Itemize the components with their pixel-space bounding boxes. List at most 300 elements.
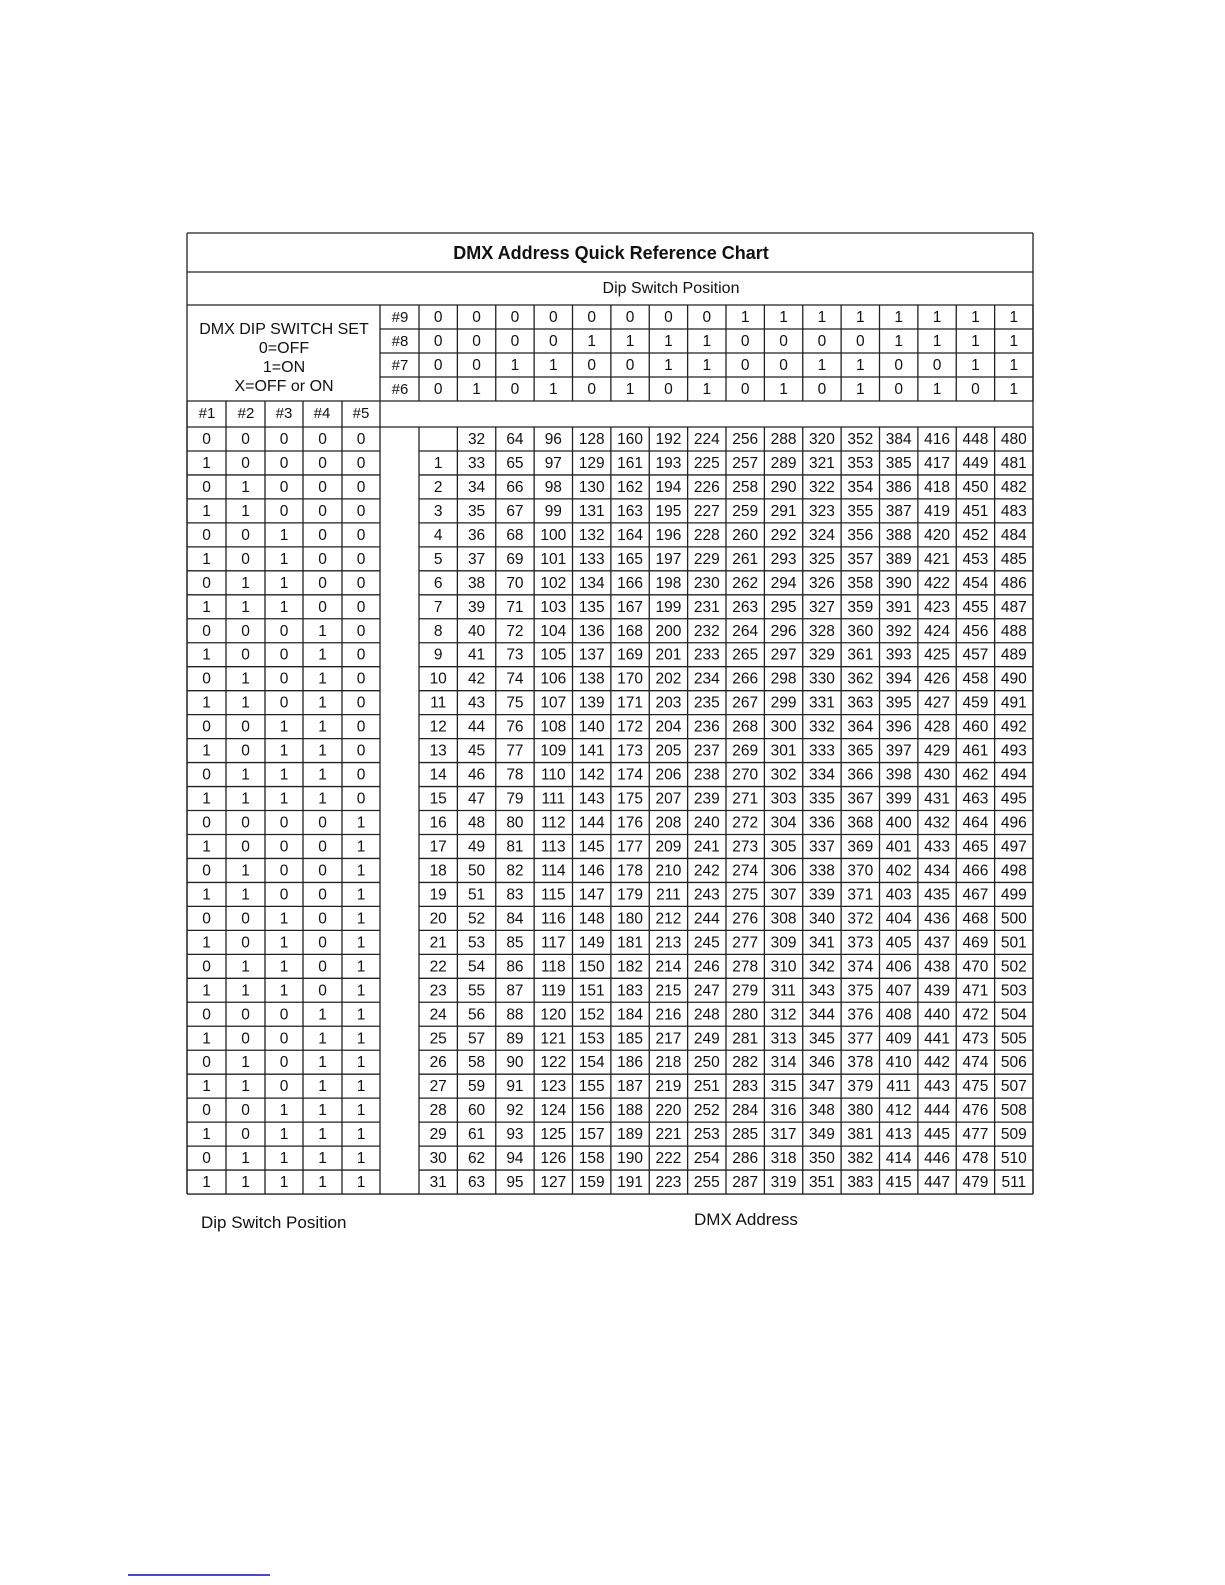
dip-cell: 1 [318, 718, 327, 736]
legend-line: X=OFF or ON [234, 378, 334, 395]
address-cell: 189 [617, 1126, 643, 1144]
address-cell: 79 [506, 790, 524, 808]
address-cell: 218 [655, 1054, 682, 1072]
address-cell: 340 [809, 910, 835, 928]
dip-cell: 0 [279, 1054, 289, 1072]
address-cell: 320 [809, 431, 835, 448]
address-cell: 479 [962, 1174, 989, 1192]
dip-cell: 0 [318, 886, 327, 904]
address-cell: 135 [578, 598, 605, 616]
address-cell: 274 [732, 862, 759, 880]
address-cell: 459 [962, 694, 989, 712]
dip-cell: 1 [356, 958, 366, 976]
dip-cell: 0 [318, 910, 327, 928]
address-cell: 504 [1000, 1006, 1027, 1024]
address-cell: 241 [693, 838, 720, 856]
address-cell: 257 [732, 454, 759, 472]
dip-cell: 1 [318, 1126, 327, 1144]
dip-cell: 0 [356, 670, 366, 688]
address-cell: 348 [809, 1102, 835, 1120]
address-cell: 433 [924, 838, 950, 856]
dip-cell: 0 [241, 431, 250, 448]
address-cell: 358 [847, 574, 874, 592]
address-cell: 384 [885, 431, 912, 448]
dip-cell: 1 [356, 1054, 366, 1072]
dip-cell: 0 [202, 1054, 211, 1072]
address-cell: 357 [847, 550, 874, 568]
address-cell: 485 [1000, 550, 1027, 568]
dip-cell: 1 [241, 694, 250, 712]
switch-value: 0 [549, 309, 558, 326]
address-cell: 197 [655, 550, 682, 568]
address-cell: 383 [847, 1174, 874, 1192]
dip-cell: 1 [279, 1126, 289, 1144]
address-cell: 20 [429, 910, 447, 928]
address-cell: 388 [885, 526, 912, 544]
dip-cell: 1 [356, 886, 366, 904]
address-cell: 373 [847, 934, 874, 952]
address-cell: 113 [540, 838, 566, 856]
address-cell: 74 [506, 670, 524, 688]
address-cell: 275 [732, 886, 759, 904]
switch-value: 0 [433, 333, 443, 350]
dip-cell: 0 [318, 574, 327, 592]
address-cell: 110 [540, 766, 566, 784]
dip-cell: 0 [202, 814, 211, 832]
address-cell: 400 [885, 814, 912, 832]
address-cell: 386 [885, 478, 912, 496]
legend-line: 1=ON [262, 359, 306, 376]
address-cell: 215 [655, 982, 682, 1000]
address-cell: 88 [506, 1006, 524, 1024]
address-cell: 56 [467, 1006, 486, 1024]
address-cell: 194 [655, 478, 682, 496]
address-cell: 68 [506, 526, 524, 544]
address-cell: 477 [962, 1126, 989, 1144]
switch-value: 0 [779, 333, 788, 350]
address-cell: 377 [847, 1030, 874, 1048]
address-cell: 387 [885, 502, 912, 520]
switch-value: 1 [971, 309, 980, 326]
address-cell: 101 [540, 550, 567, 568]
address-cell: 299 [770, 694, 797, 712]
address-cell: 371 [847, 886, 874, 904]
address-cell: 187 [617, 1078, 643, 1096]
switch-value: 0 [971, 381, 980, 398]
address-cell: 148 [578, 910, 605, 928]
address-cell: 306 [770, 862, 797, 880]
address-cell: 330 [809, 670, 835, 688]
address-cell: 493 [1000, 742, 1027, 760]
address-cell: 354 [847, 478, 874, 496]
address-cell: 28 [429, 1102, 447, 1120]
address-cell: 284 [732, 1102, 759, 1120]
address-cell: 10 [429, 670, 447, 688]
address-cell: 491 [1000, 694, 1027, 712]
dip-cell: 0 [318, 982, 327, 1000]
address-cell: 236 [693, 718, 720, 736]
switch-value: 1 [856, 381, 865, 398]
dip-cell: 1 [356, 934, 366, 952]
address-cell: 127 [540, 1174, 567, 1192]
dip-cell: 1 [241, 1150, 250, 1168]
address-cell: 75 [506, 694, 524, 712]
address-cell: 497 [1000, 838, 1027, 856]
address-cell: 346 [809, 1054, 835, 1072]
address-cell: 364 [847, 718, 874, 736]
address-cell: 389 [885, 550, 912, 568]
address-cell: 409 [885, 1030, 912, 1048]
switch-value: 0 [894, 357, 903, 374]
switch-value: 0 [894, 381, 903, 398]
address-cell: 25 [429, 1030, 447, 1048]
address-cell: 466 [962, 862, 989, 880]
switch-label: #6 [391, 381, 409, 398]
address-cell: 426 [924, 670, 950, 688]
address-cell: 420 [924, 526, 950, 544]
address-cell: 196 [655, 526, 682, 544]
dip-cell: 1 [279, 598, 289, 616]
dip-cell: 0 [279, 454, 289, 472]
address-cell: 430 [924, 766, 950, 784]
switch-value: 0 [510, 309, 520, 326]
address-cell: 93 [506, 1126, 524, 1144]
address-cell: 98 [544, 478, 562, 496]
dip-cell: 0 [241, 910, 250, 928]
address-cell: 78 [506, 766, 524, 784]
address-cell: 333 [809, 742, 835, 760]
address-cell: 129 [578, 454, 605, 472]
switch-value: 1 [894, 309, 903, 326]
address-cell: 203 [655, 694, 682, 712]
dip-cell: 0 [241, 718, 250, 736]
address-cell: 463 [962, 790, 989, 808]
address-cell: 431 [924, 790, 950, 808]
address-cell: 85 [506, 934, 524, 952]
address-cell: 470 [962, 958, 989, 976]
dip-cell: 0 [241, 814, 250, 832]
switch-value: 1 [587, 333, 596, 350]
address-cell: 296 [770, 622, 797, 640]
address-cell: 157 [578, 1126, 605, 1144]
switch-value: 0 [433, 381, 443, 398]
address-cell: 294 [770, 574, 797, 592]
switch-value: 0 [549, 333, 558, 350]
address-cell: 267 [732, 694, 759, 712]
address-cell: 142 [578, 766, 605, 784]
address-cell: 116 [540, 910, 566, 928]
dip-cell: 0 [202, 766, 211, 784]
address-cell: 448 [962, 431, 989, 448]
dip-cell: 0 [202, 1150, 211, 1168]
dip-cell: 1 [241, 958, 250, 976]
switch-value: 1 [702, 333, 712, 350]
dip-cell: 1 [241, 502, 250, 520]
address-cell: 378 [847, 1054, 874, 1072]
address-cell: 404 [885, 910, 912, 928]
dip-cell: 1 [241, 886, 250, 904]
dip-cell: 1 [202, 694, 211, 712]
address-cell: 184 [617, 1006, 643, 1024]
address-cell: 500 [1000, 910, 1027, 928]
address-cell: 162 [617, 478, 643, 496]
address-cell: 205 [655, 742, 682, 760]
address-cell: 399 [885, 790, 912, 808]
address-cell: 235 [693, 694, 720, 712]
address-cell: 365 [847, 742, 874, 760]
address-cell: 361 [847, 646, 874, 664]
address-cell: 382 [847, 1150, 874, 1168]
dip-cell: 0 [318, 958, 327, 976]
dip-cell: 1 [279, 742, 289, 760]
address-cell: 153 [578, 1030, 605, 1048]
dip-cell: 1 [318, 1054, 327, 1072]
address-cell: 467 [962, 886, 989, 904]
dip-cell: 0 [318, 502, 327, 520]
address-cell: 167 [617, 598, 643, 616]
dip-cell: 1 [241, 1078, 250, 1096]
dip-cell: 0 [279, 670, 289, 688]
address-cell: 2 [433, 478, 443, 496]
dip-cell: 1 [202, 1030, 211, 1048]
address-cell: 132 [578, 526, 605, 544]
address-cell: 397 [885, 742, 912, 760]
address-cell: 77 [506, 742, 524, 760]
address-cell: 465 [962, 838, 989, 856]
address-cell: 345 [809, 1030, 835, 1048]
address-cell: 254 [693, 1150, 720, 1168]
dip-cell: 1 [241, 598, 250, 616]
address-cell: 119 [540, 982, 566, 1000]
address-cell: 280 [732, 1006, 759, 1024]
address-cell: 352 [847, 431, 874, 448]
dip-cell: 1 [202, 454, 211, 472]
switch-label: #5 [352, 405, 370, 422]
dip-cell: 0 [356, 574, 366, 592]
address-cell: 266 [732, 670, 759, 688]
dip-cell: 1 [202, 1126, 211, 1144]
address-cell: 315 [770, 1078, 797, 1096]
address-cell: 480 [1000, 431, 1027, 448]
address-cell: 413 [885, 1126, 912, 1144]
switch-value: 1 [1009, 381, 1019, 398]
address-cell: 494 [1000, 766, 1027, 784]
switch-value: 0 [587, 309, 596, 326]
address-cell: 508 [1000, 1102, 1027, 1120]
address-cell: 199 [655, 598, 682, 616]
address-cell: 29 [429, 1126, 447, 1144]
address-cell: 123 [540, 1078, 567, 1096]
switch-value: 0 [433, 309, 443, 326]
dip-cell: 1 [279, 766, 289, 784]
dip-cell: 0 [356, 646, 366, 664]
switch-value: 1 [1009, 333, 1019, 350]
dip-cell: 1 [202, 934, 211, 952]
address-cell: 291 [770, 502, 797, 520]
address-cell: 111 [541, 790, 566, 808]
address-cell: 100 [540, 526, 567, 544]
address-cell: 61 [467, 1126, 486, 1144]
switch-value: 1 [472, 381, 481, 398]
address-cell: 432 [924, 814, 950, 832]
address-cell: 474 [962, 1054, 989, 1072]
address-cell: 211 [656, 886, 681, 904]
address-cell: 175 [617, 790, 643, 808]
address-cell: 407 [885, 982, 912, 1000]
address-cell: 216 [655, 1006, 682, 1024]
address-cell: 108 [540, 718, 567, 736]
dip-cell: 1 [279, 1102, 289, 1120]
address-cell: 411 [886, 1078, 912, 1096]
dip-cell: 1 [202, 502, 211, 520]
address-cell: 304 [770, 814, 797, 832]
dip-cell: 0 [356, 742, 366, 760]
address-cell: 282 [732, 1054, 759, 1072]
dip-cell: 1 [241, 982, 250, 1000]
address-cell: 133 [578, 550, 605, 568]
address-cell: 421 [924, 550, 950, 568]
dip-cell: 0 [318, 431, 327, 448]
address-cell: 249 [693, 1030, 720, 1048]
address-cell: 221 [655, 1126, 682, 1144]
address-cell: 337 [809, 838, 835, 856]
switch-value: 1 [625, 333, 635, 350]
dip-cell: 1 [202, 1078, 211, 1096]
address-cell: 478 [962, 1150, 989, 1168]
address-cell: 394 [885, 670, 912, 688]
dip-cell: 1 [279, 982, 289, 1000]
address-cell: 186 [617, 1054, 643, 1072]
address-cell: 255 [693, 1174, 720, 1192]
address-cell: 198 [655, 574, 682, 592]
address-cell: 96 [544, 431, 562, 448]
address-cell: 64 [506, 431, 524, 448]
address-cell: 143 [578, 790, 605, 808]
address-cell: 114 [540, 862, 566, 880]
dip-cell: 1 [356, 814, 366, 832]
address-cell: 168 [617, 622, 643, 640]
address-cell: 185 [617, 1030, 643, 1048]
switch-label: #7 [391, 357, 409, 374]
address-cell: 45 [467, 742, 486, 760]
address-cell: 452 [962, 526, 989, 544]
address-cell: 489 [1000, 646, 1027, 664]
address-cell: 303 [770, 790, 797, 808]
address-cell: 202 [655, 670, 682, 688]
address-cell: 265 [732, 646, 759, 664]
address-cell: 481 [1000, 454, 1027, 472]
address-cell: 165 [617, 550, 643, 568]
address-cell: 239 [693, 790, 720, 808]
address-cell: 416 [924, 431, 950, 448]
address-cell: 138 [578, 670, 605, 688]
address-cell: 424 [924, 622, 950, 640]
dip-cell: 1 [279, 1174, 289, 1192]
dip-cell: 1 [318, 1078, 327, 1096]
dip-cell: 1 [279, 526, 289, 544]
dip-cell: 1 [318, 646, 327, 664]
address-cell: 509 [1000, 1126, 1027, 1144]
address-cell: 55 [467, 982, 486, 1000]
address-cell: 188 [617, 1102, 643, 1120]
address-cell: 321 [809, 454, 835, 472]
address-cell: 243 [693, 886, 720, 904]
address-cell: 492 [1000, 718, 1027, 736]
dip-cell: 0 [241, 838, 250, 856]
address-cell: 124 [540, 1102, 567, 1120]
address-cell: 50 [467, 862, 486, 880]
address-cell: 149 [578, 934, 605, 952]
address-cell: 502 [1000, 958, 1027, 976]
dip-cell: 0 [356, 766, 366, 784]
address-cell: 251 [693, 1078, 720, 1096]
address-cell: 438 [924, 958, 950, 976]
address-cell: 350 [809, 1150, 835, 1168]
address-cell: 423 [924, 598, 950, 616]
address-cell: 105 [540, 646, 567, 664]
address-cell: 472 [962, 1006, 989, 1024]
footer-dmx-label: DMX Address [694, 1210, 798, 1229]
address-cell: 76 [506, 718, 524, 736]
address-cell: 87 [506, 982, 524, 1000]
address-cell: 24 [429, 1006, 447, 1024]
address-cell: 228 [693, 526, 720, 544]
switch-value: 0 [433, 357, 443, 374]
address-cell: 154 [578, 1054, 605, 1072]
switch-value: 0 [510, 381, 520, 398]
address-cell: 23 [429, 982, 447, 1000]
address-cell: 487 [1000, 598, 1027, 616]
address-cell: 403 [885, 886, 912, 904]
address-cell: 4 [433, 526, 443, 544]
address-cell: 1 [433, 454, 443, 472]
switch-value: 0 [510, 333, 520, 350]
address-cell: 8 [433, 622, 443, 640]
dip-cell: 0 [202, 862, 211, 880]
switch-value: 1 [971, 333, 980, 350]
switch-value: 1 [625, 381, 635, 398]
dip-cell: 0 [356, 454, 366, 472]
address-cell: 429 [924, 742, 950, 760]
address-cell: 115 [540, 886, 566, 904]
address-cell: 244 [693, 910, 720, 928]
dip-cell: 1 [241, 670, 250, 688]
address-cell: 34 [467, 478, 486, 496]
dip-cell: 1 [279, 934, 289, 952]
address-cell: 510 [1000, 1150, 1027, 1168]
dip-cell: 0 [202, 910, 211, 928]
address-cell: 146 [578, 862, 605, 880]
dip-cell: 1 [202, 646, 211, 664]
switch-value: 1 [702, 381, 712, 398]
dip-cell: 1 [241, 574, 250, 592]
address-cell: 177 [617, 838, 643, 856]
address-cell: 250 [693, 1054, 720, 1072]
address-cell: 14 [429, 766, 447, 784]
dip-cell: 0 [279, 478, 289, 496]
address-cell: 121 [540, 1030, 567, 1048]
address-cell: 334 [809, 766, 835, 784]
address-cell: 247 [693, 982, 720, 1000]
address-cell: 246 [693, 958, 720, 976]
address-cell: 179 [617, 886, 643, 904]
address-cell: 193 [655, 454, 682, 472]
address-cell: 498 [1000, 862, 1027, 880]
address-cell: 427 [924, 694, 950, 712]
dip-cell: 0 [318, 550, 327, 568]
address-cell: 269 [732, 742, 759, 760]
dip-cell: 1 [241, 766, 250, 784]
